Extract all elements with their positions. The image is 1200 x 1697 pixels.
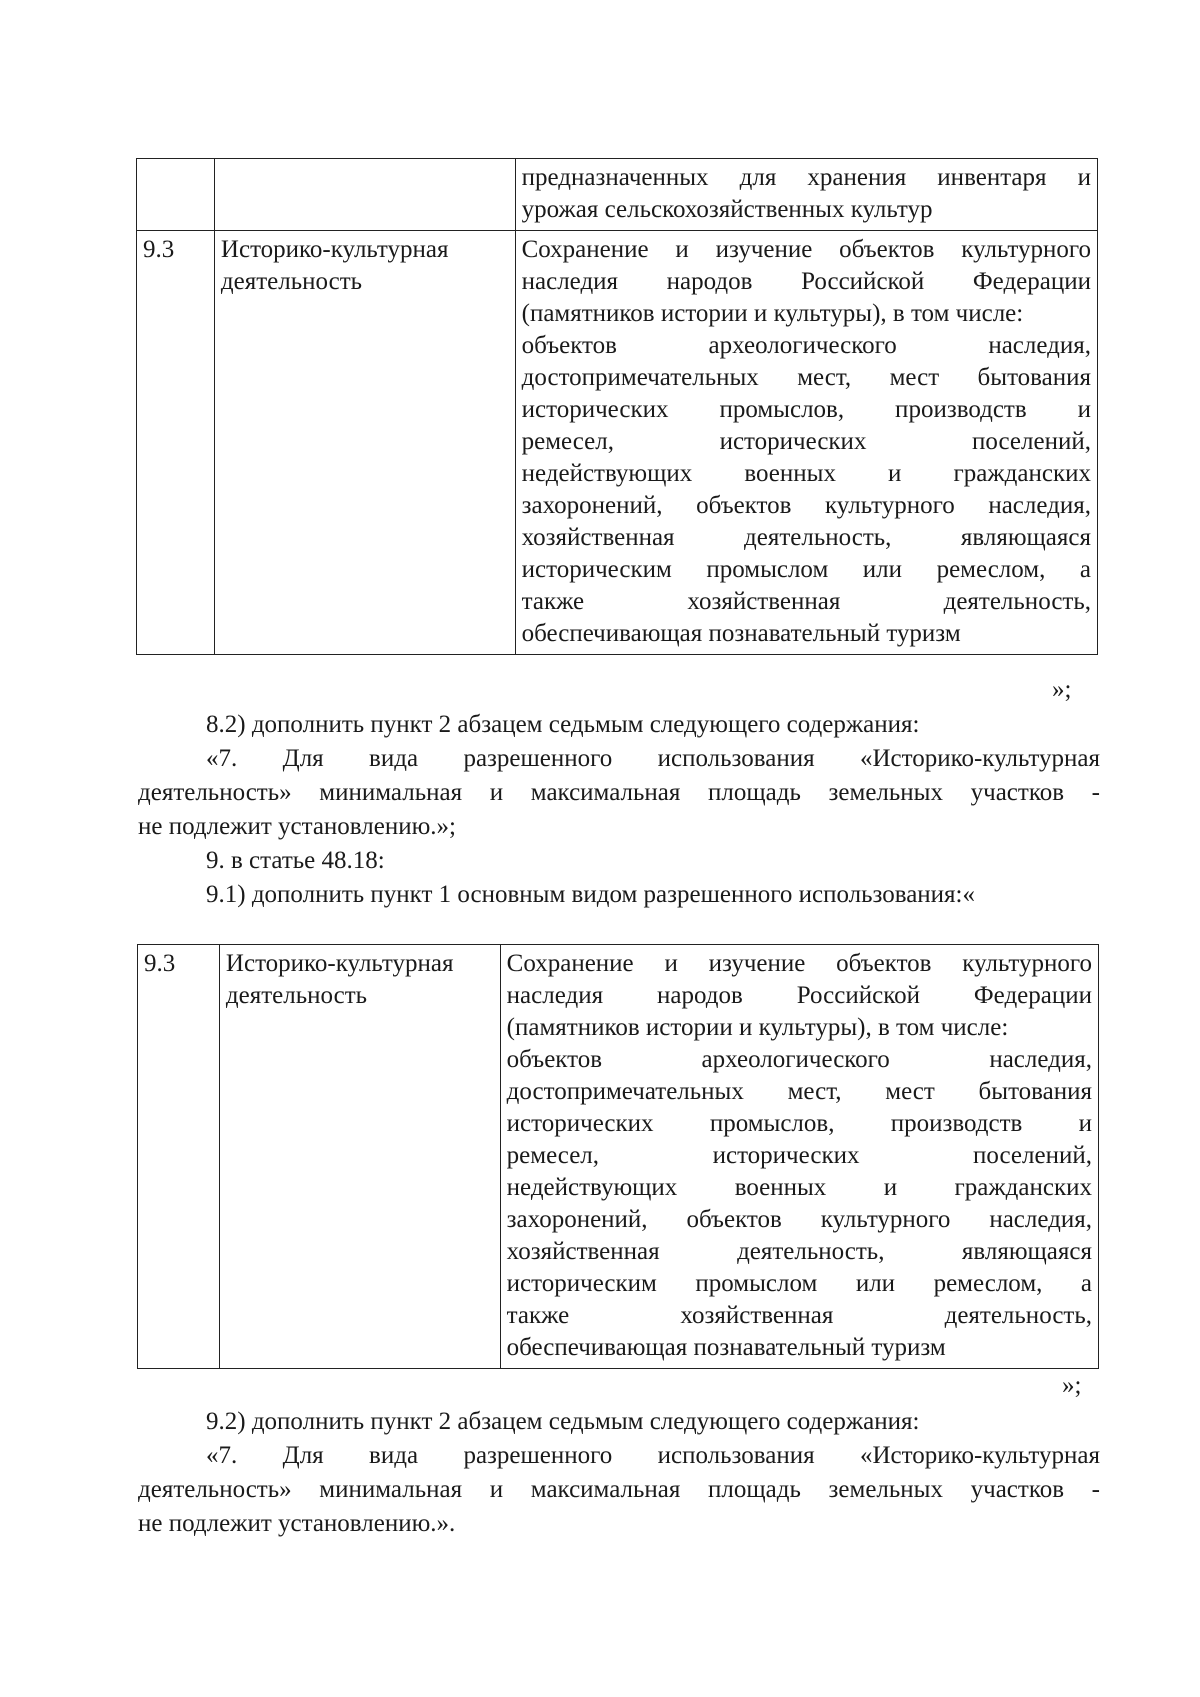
row-number-cell: 9.3 [138,945,220,1369]
description-line: хозяйственная деятельность, являющаяся [506,1238,1092,1265]
name-line: деятельность [225,982,368,1009]
description-line: ремесел, исторических поселений, [521,428,1091,455]
name-line: деятельность [220,268,363,295]
description-line: недействующих военных и гражданских [521,460,1091,487]
table-row [137,231,1098,655]
description-line: историческим промыслом или ремеслом, а [521,556,1091,583]
row-number-cell [137,159,215,231]
description-line: Сохранение и изучение объектов культурного [506,950,1092,977]
description-line: исторических промыслов, производств и [506,1110,1092,1137]
description-line: объектов археологического наследия, [506,1046,1092,1073]
closing-quote: »; [1052,676,1072,703]
row-number-cell: 9.3 [137,231,215,655]
description-line: Сохранение и изучение объектов культурного [521,236,1091,263]
description-line: достопримечательных мест, мест бытования [506,1078,1092,1105]
use-type-description-cell [515,231,1097,655]
paragraph-line: деятельность» минимальная и максимальная площадь земельных участков - [138,1476,1100,1503]
description-line: обеспечивающая познавательный туризм [506,1334,946,1361]
description-line: предназначенных для хранения инвентаря и [521,164,1091,191]
name-line: Историко-культурная [225,950,454,977]
paragraph: 9.1) дополнить пункт 1 основным видом разрешенного использования:« [206,881,976,908]
table-row [138,945,1099,1369]
description-line: недействующих военных и гражданских [506,1174,1092,1201]
description-line: (памятников истории и культуры), в том числе: [521,300,1024,327]
table-row [137,159,1098,231]
description-line: захоронений, объектов культурного наследия, [521,492,1091,519]
paragraph-line: деятельность» минимальная и максимальная площадь земельных участков - [138,779,1100,806]
paragraph: «7. Для вида разрешенного использования «Историко-культурная [206,745,1100,772]
paragraph: 8.2) дополнить пункт 2 абзацем седьмым следующего содержания: [206,711,920,738]
use-type-name-cell [214,231,515,655]
description-line: достопримечательных мест, мест бытования [521,364,1091,391]
use-type-name-cell [219,945,500,1369]
name-line: Историко-культурная [220,236,449,263]
paragraph: 9.2) дополнить пункт 2 абзацем седьмым следующего содержания: [206,1408,920,1435]
use-type-description-cell [500,945,1098,1369]
description-line: также хозяйственная деятельность, [521,588,1091,615]
land-use-table-2 [137,944,1099,1369]
use-type-name-cell [214,159,515,231]
description-line: историческим промыслом или ремеслом, а [506,1270,1092,1297]
description-line: объектов археологического наследия, [521,332,1091,359]
land-use-table-1 [136,158,1098,655]
description-line: ремесел, исторических поселений, [506,1142,1092,1169]
use-type-description-cell [515,159,1097,231]
description-line: также хозяйственная деятельность, [506,1302,1092,1329]
paragraph: 9. в статье 48.18: [206,847,385,874]
description-line: хозяйственная деятельность, являющаяся [521,524,1091,551]
amendment-text-block [138,708,1100,912]
description-line: урожая сельскохозяйственных культур [521,196,933,223]
description-line: наследия народов Российской Федерации [521,268,1091,295]
amendment-text-block [138,1405,1100,1541]
description-line: обеспечивающая познавательный туризм [521,620,961,647]
paragraph: «7. Для вида разрешенного использования «Историко-культурная [206,1442,1100,1469]
closing-quote: »; [1062,1372,1082,1399]
description-line: наследия народов Российской Федерации [506,982,1092,1009]
description-line: захоронений, объектов культурного наследия, [506,1206,1092,1233]
paragraph-line: не подлежит установлению.». [138,1510,456,1537]
paragraph-line: не подлежит установлению.»; [138,813,456,840]
description-line: (памятников истории и культуры), в том числе: [506,1014,1009,1041]
description-line: исторических промыслов, производств и [521,396,1091,423]
